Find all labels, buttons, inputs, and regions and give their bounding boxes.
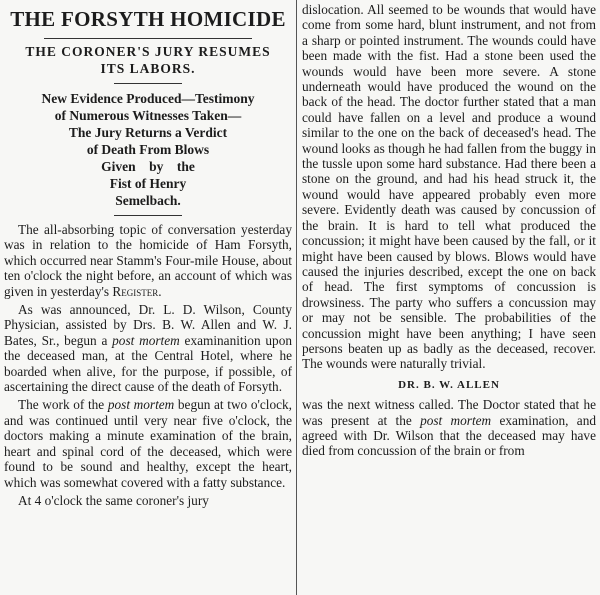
right-column [302,2,596,595]
paragraph [4,397,292,489]
left-column [4,2,292,595]
deck-secondary-line: Semelbach. [115,193,181,208]
italic-term: post mortem [107,397,175,413]
left-body [4,222,292,508]
deck-secondary-line: of Numerous Witnesses Taken— [54,108,242,123]
paragraph: dislocation. All seemed to be wounds that would have come from some hard, blunt instrument, and not from a sharp or pointed instrument. The wounds could have been made with the fist. Had a stone been used the wounds would have been more severe. A stone underneath would have produced the wound on the back of the head. The doctor further stated that a man could have fallen on a level and produce a wound similar to the one on the back of deceased's head. The wound looks as though he had fallen from the buggy in the tussle upon some hard substance. Had there been a stone on the ground, and had his head struck it, the wound would have appeared probably even more severe. Evidently death was caused by concussion of the brain. It is hard to tell what produced the concussion; it might have been caused by the fall, or it might have been caused by blows. Blows would have caused the injuries described, except the one on back of head. The first symptoms of concussion is drowsiness. The party who suffers a concussion may or may not be sensible. The probabilities of the concussion might have been anything; I have seen persons beaten up as badly as the deceased, recover. The wounds were naturally trivial. [302,2,596,372]
deck-primary-line: THE CORONER'S JURY RESUMES [25,44,271,59]
deck-end-rule [114,215,182,216]
deck-rule [114,83,182,84]
deck-secondary [4,90,292,209]
paragraph-text: The all-absorbing topic of conversation yesterday was in relation to the homicide of Ham Forsyth, which occurred near Stamm's Four-mile House, about ten o'clock the night before, an account of which was given in yesterday's [4,222,292,299]
deck-secondary-line: Given by the [101,159,195,174]
column-divider [296,0,297,595]
italic-term: post mortem [112,332,180,348]
newspaper-name: Register [112,283,159,299]
right-body [302,2,596,459]
witness-subhead: DR. B. W. ALLEN [398,378,500,391]
italic-term: post mortem [420,412,492,428]
paragraph [4,493,292,508]
deck-primary [4,43,292,77]
paragraph-text: The work of the [18,397,108,413]
deck-secondary-line: of Death From Blows [86,142,210,157]
paragraph-text: . [158,283,162,299]
paragraph-text: was the next witness called. The Doctor stated that he was present at the [302,397,596,428]
paragraph [302,397,596,459]
paragraph [4,222,292,299]
paragraph [4,302,292,394]
headline: THE FORSYTH HOMICIDE [10,7,286,31]
paragraph-text: At 4 o'clock the same coroner's jury [18,492,209,508]
deck-secondary-line: The Jury Returns a Verdict [68,125,228,140]
paragraph-text: examinanition upon the deceased man, at the Central Hotel, where he boarded when alive, for the purpose, if possible, of ascertaining the direct cause of the death of Forsyth. [4,332,292,395]
deck-primary-line: ITS LABORS. [100,61,196,76]
paragraph-text: begun at two o'clock, and was continued until very near five o'clock, the doctors making a minute examination of the brain, heart and spinal cord of the deceased, which were found to be sound and healthy, except the heart, which was somewhat covered with a fatty substance. [4,397,292,490]
deck-secondary-line: Fist of Henry [109,176,187,191]
paragraph-text: As was announced, Dr. L. D. Wilson, County Physician, assisted by Drs. B. W. Allen and W. J. Bates, Sr., begun a [4,302,292,348]
paragraph-text: examination, and agreed with Dr. Wilson that the deceased may have died from concussion of the brain or from [302,412,596,459]
headline-rule [44,38,252,39]
deck-secondary-line: New Evidence Produced—Testimony [41,91,255,106]
